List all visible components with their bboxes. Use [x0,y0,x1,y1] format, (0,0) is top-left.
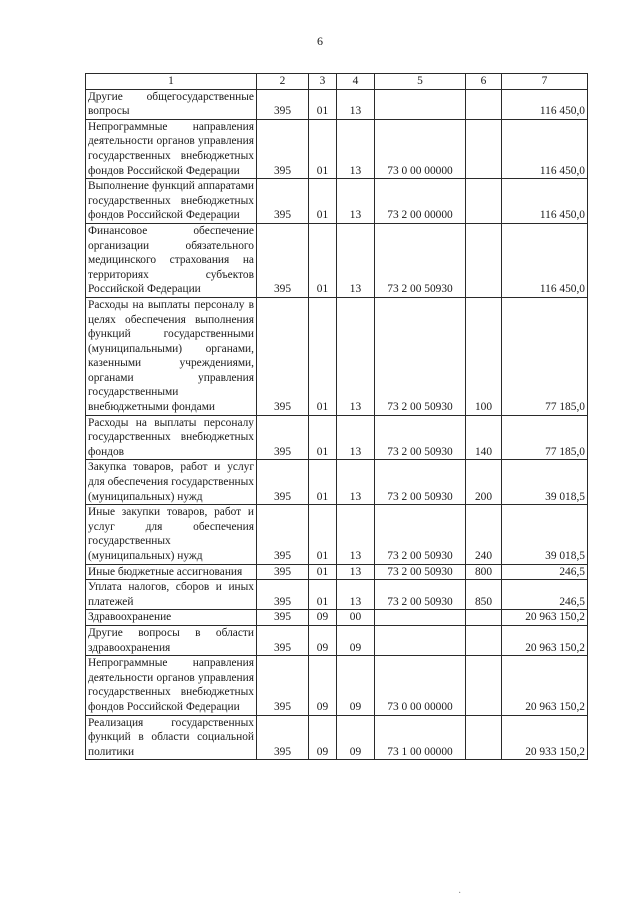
row-target-cell: 73 0 00 00000 [375,656,466,715]
row-expense-cell [466,715,502,760]
row-target-cell: 73 2 00 50930 [375,415,466,460]
header-col-5: 5 [375,74,466,90]
row-expense-cell: 850 [466,580,502,610]
row-subsection-cell: 13 [337,415,375,460]
row-name-cell: Другие общегосударственные вопросы [86,89,257,119]
row-name-cell: Закупка товаров, работ и услуг для обеспечения государственных (муниципальных) нужд [86,460,257,505]
row-name-cell: Другие вопросы в области здравоохранения [86,625,257,655]
row-name-cell: Иные закупки товаров, работ и услуг для обеспечения государственных (муниципальных) нужд [86,505,257,564]
row-subsection-cell: 13 [337,460,375,505]
row-subsection-cell: 09 [337,715,375,760]
table-row [86,119,588,178]
table-row [86,415,588,460]
row-amount-cell: 20 933 150,2 [502,715,588,760]
row-section-cell: 09 [309,625,337,655]
header-col-1: 1 [86,74,257,90]
row-expense-cell [466,625,502,655]
row-expense-cell [466,89,502,119]
row-code-cell: 395 [257,415,309,460]
row-section-cell: 09 [309,715,337,760]
row-code-cell: 395 [257,89,309,119]
row-section-cell: 01 [309,415,337,460]
table-row [86,715,588,760]
row-expense-cell: 800 [466,564,502,580]
header-col-3: 3 [309,74,337,90]
row-subsection-cell: 13 [337,179,375,224]
row-expense-cell: 200 [466,460,502,505]
budget-table [85,73,588,760]
row-target-cell: 73 2 00 00000 [375,179,466,224]
row-code-cell: 395 [257,625,309,655]
row-name-cell: Реализация государственных функций в области социальной политики [86,715,257,760]
row-name-cell: Непрограммные направления деятельности органов управления государственных внебюджетных фондов Российской Федерации [86,656,257,715]
row-target-cell: 73 2 00 50930 [375,297,466,415]
row-target-cell: 73 0 00 00000 [375,119,466,178]
row-subsection-cell: 13 [337,505,375,564]
row-amount-cell: 20 963 150,2 [502,610,588,626]
header-col-2: 2 [257,74,309,90]
table-row [86,564,588,580]
row-name-cell: Здравоохранение [86,610,257,626]
row-target-cell [375,610,466,626]
row-amount-cell: 116 450,0 [502,223,588,297]
row-name-cell: Иные бюджетные ассигнования [86,564,257,580]
row-name-cell: Выполнение функций аппаратами государственных внебюджетных фондов Российской Федерации [86,179,257,224]
row-amount-cell: 116 450,0 [502,119,588,178]
table-row [86,460,588,505]
row-amount-cell: 20 963 150,2 [502,656,588,715]
row-section-cell: 01 [309,297,337,415]
row-expense-cell [466,656,502,715]
row-name-cell: Непрограммные направления деятельности органов управления государственных внебюджетных фондов Российской Федерации [86,119,257,178]
table-row [86,610,588,626]
row-subsection-cell: 13 [337,564,375,580]
header-col-4: 4 [337,74,375,90]
row-amount-cell: 77 185,0 [502,297,588,415]
row-target-cell: 73 2 00 50930 [375,223,466,297]
row-subsection-cell: 00 [337,610,375,626]
row-target-cell [375,89,466,119]
row-subsection-cell: 13 [337,297,375,415]
row-code-cell: 395 [257,610,309,626]
row-section-cell: 01 [309,223,337,297]
row-name-cell: Финансовое обеспечение организации обязательного медицинского страхования на территориях субъектов Российской Федерации [86,223,257,297]
row-amount-cell: 116 450,0 [502,89,588,119]
row-expense-cell: 240 [466,505,502,564]
row-amount-cell: 116 450,0 [502,179,588,224]
row-expense-cell [466,610,502,626]
page-number: 6 [317,34,323,48]
table-row [86,179,588,224]
row-amount-cell: 77 185,0 [502,415,588,460]
table-row [86,223,588,297]
row-code-cell: 395 [257,580,309,610]
row-expense-cell: 140 [466,415,502,460]
row-target-cell: 73 1 00 00000 [375,715,466,760]
table-row [86,505,588,564]
row-subsection-cell: 13 [337,119,375,178]
row-section-cell: 01 [309,179,337,224]
row-target-cell: 73 2 00 50930 [375,505,466,564]
row-expense-cell [466,179,502,224]
row-target-cell: 73 2 00 50930 [375,460,466,505]
row-code-cell: 395 [257,179,309,224]
scan-artifact: · [458,888,462,899]
row-subsection-cell: 13 [337,580,375,610]
row-subsection-cell: 13 [337,223,375,297]
row-name-cell: Расходы на выплаты персоналу в целях обеспечения выполнения функций государственными (муниципальными) органами, казенными учреждениями, органами управления государственными внебюджетными фондами [86,297,257,415]
header-col-6: 6 [466,74,502,90]
row-code-cell: 395 [257,656,309,715]
table-row [86,625,588,655]
row-section-cell: 09 [309,656,337,715]
row-target-cell [375,625,466,655]
row-amount-cell: 246,5 [502,580,588,610]
row-code-cell: 395 [257,119,309,178]
row-expense-cell [466,119,502,178]
row-amount-cell: 20 963 150,2 [502,625,588,655]
row-expense-cell [466,223,502,297]
row-section-cell: 09 [309,610,337,626]
row-amount-cell: 39 018,5 [502,460,588,505]
row-section-cell: 01 [309,505,337,564]
row-name-cell: Уплата налогов, сборов и иных платежей [86,580,257,610]
table-row [86,89,588,119]
table-body [86,89,588,760]
row-section-cell: 01 [309,460,337,505]
row-section-cell: 01 [309,580,337,610]
row-target-cell: 73 2 00 50930 [375,564,466,580]
header-col-7: 7 [502,74,588,90]
row-code-cell: 395 [257,564,309,580]
row-target-cell: 73 2 00 50930 [375,580,466,610]
table-row [86,580,588,610]
table-row [86,297,588,415]
row-section-cell: 01 [309,119,337,178]
table-header-row [86,74,588,90]
row-expense-cell: 100 [466,297,502,415]
row-code-cell: 395 [257,715,309,760]
row-code-cell: 395 [257,297,309,415]
row-section-cell: 01 [309,89,337,119]
row-subsection-cell: 13 [337,89,375,119]
row-amount-cell: 39 018,5 [502,505,588,564]
row-section-cell: 01 [309,564,337,580]
row-code-cell: 395 [257,460,309,505]
row-code-cell: 395 [257,505,309,564]
row-amount-cell: 246,5 [502,564,588,580]
row-name-cell: Расходы на выплаты персоналу государственных внебюджетных фондов [86,415,257,460]
row-code-cell: 395 [257,223,309,297]
row-subsection-cell: 09 [337,656,375,715]
table-row [86,656,588,715]
row-subsection-cell: 09 [337,625,375,655]
